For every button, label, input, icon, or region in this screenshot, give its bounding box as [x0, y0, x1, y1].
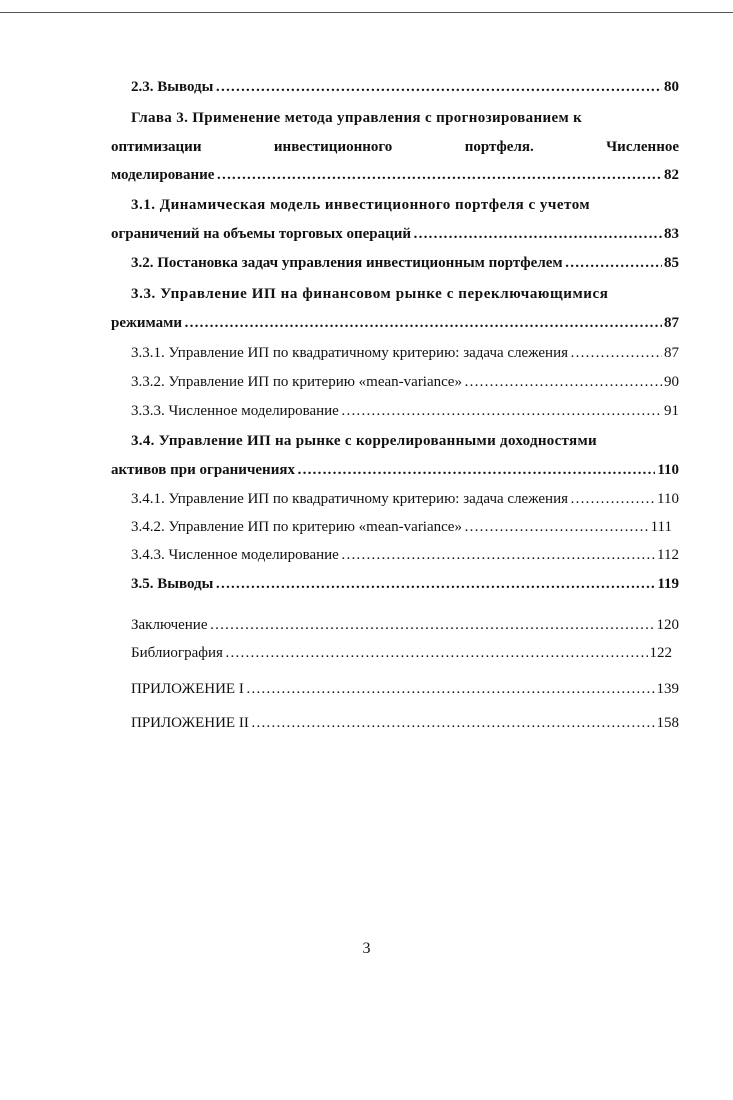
toc-leader [297, 460, 655, 480]
toc-entry-bibliography[interactable] [131, 643, 672, 663]
toc-entry-appendix-2[interactable] [131, 713, 679, 733]
toc-entry-title: 3.4. Управление ИП на рынке с коррелированными доходностями [131, 433, 597, 449]
toc-leader [570, 343, 662, 363]
page-number: 3 [362, 940, 371, 957]
toc-leader [570, 489, 655, 509]
toc-leader [225, 643, 648, 663]
toc-leader [215, 77, 662, 97]
toc-word: Численное [606, 139, 679, 155]
toc-entry-3-4-line1[interactable] [131, 431, 679, 451]
toc-word: инвестиционного [273, 139, 393, 155]
toc-entry-title: Глава 3. Применение метода управления с прогнозированием к [131, 110, 583, 126]
toc-page-number: 80 [664, 79, 679, 95]
toc-entry-3-3-3[interactable] [131, 401, 679, 421]
toc-entry-title: 3.3.3. Численное моделирование [131, 403, 339, 419]
toc-entry-title: 2.3. Выводы [131, 79, 214, 95]
toc-entry-3-3-1[interactable] [131, 343, 679, 363]
toc-entry-3-5[interactable] [131, 574, 679, 594]
toc-leader [565, 253, 662, 273]
toc-entry-title: ПРИЛОЖЕНИЕ I [131, 681, 244, 697]
toc-entry-title: 3.3.1. Управление ИП по квадратичному критерию: задача слежения [131, 345, 568, 361]
toc-word: портфеля. [464, 139, 534, 155]
toc-leader [413, 224, 662, 244]
toc-entry-title: 3.3.2. Управление ИП по критерию «mean-variance» [131, 374, 462, 390]
toc-leader [341, 545, 655, 565]
toc-entry-3-3-line2[interactable] [111, 313, 679, 333]
toc-page-number: 91 [664, 403, 679, 419]
toc-leader [216, 165, 662, 185]
toc-page-number: 90 [664, 374, 679, 390]
toc-entry-title: 3.3. Управление ИП на финансовом рынке с переключающимися [131, 286, 609, 302]
toc-leader [341, 401, 662, 421]
toc-entry-2-3[interactable] [131, 77, 679, 97]
toc-entry-appendix-1[interactable] [131, 679, 679, 699]
toc-page-number: 139 [656, 681, 679, 697]
toc-leader [184, 313, 662, 333]
toc-entry-title: 3.4.1. Управление ИП по квадратичному критерию: задача слежения [131, 491, 568, 507]
toc-leader [251, 713, 655, 733]
toc-page-number: 83 [664, 226, 679, 242]
toc-entry-title: ограничений на объемы торговых операций [111, 226, 412, 242]
toc-leader [464, 517, 649, 537]
toc-entry-3-3-line1[interactable] [131, 284, 679, 304]
toc-chapter-3-line3[interactable] [111, 165, 679, 185]
toc-page-number: 87 [664, 345, 679, 361]
toc-entry-3-4-line2[interactable] [111, 460, 679, 480]
toc-entry-title: Заключение [131, 617, 208, 633]
toc-page-number: 112 [657, 547, 679, 563]
toc-entry-conclusion[interactable] [131, 615, 679, 635]
toc-entry-3-4-3[interactable] [131, 545, 679, 565]
toc-page-number: 85 [664, 255, 679, 271]
toc-page-number: 110 [657, 491, 679, 507]
toc-page-number: 110 [657, 462, 679, 478]
toc-page-number: 122 [649, 645, 672, 661]
toc-leader [246, 679, 655, 699]
toc-leader [215, 574, 655, 594]
toc-entry-3-4-2[interactable] [131, 517, 672, 537]
toc-entry-title: Библиография [131, 645, 223, 661]
toc-chapter-3-line1[interactable] [131, 108, 679, 128]
toc-page-number: 111 [650, 519, 672, 535]
toc-page-number: 120 [656, 617, 679, 633]
toc-entry-3-1-line2[interactable] [111, 224, 679, 244]
toc-entry-title: активов при ограничениях [111, 462, 295, 478]
toc-leader [464, 372, 662, 392]
toc-entry-3-3-2[interactable] [131, 372, 679, 392]
toc-entry-3-2[interactable] [131, 253, 679, 273]
toc-entry-title: 3.5. Выводы [131, 576, 214, 592]
toc-entry-3-1-line1[interactable] [131, 195, 679, 215]
toc-entry-3-4-1[interactable] [131, 489, 679, 509]
toc-page-number: 87 [664, 315, 679, 331]
toc-chapter-3-line2 [111, 137, 679, 157]
toc-entry-title: ПРИЛОЖЕНИЕ II [131, 715, 249, 731]
toc-entry-title: 3.4.3. Численное моделирование [131, 547, 339, 563]
toc-page-number: 158 [656, 715, 679, 731]
toc-entry-title: моделирование [111, 167, 215, 183]
toc-page-number: 82 [664, 167, 679, 183]
toc-entry-title: 3.1. Динамическая модель инвестиционного портфеля с учетом [131, 197, 591, 213]
toc-entry-title: 3.4.2. Управление ИП по критерию «mean-variance» [131, 519, 462, 535]
toc-word: оптимизации [111, 139, 202, 155]
toc-page-number: 119 [657, 576, 679, 592]
toc-entry-title: режимами [111, 315, 182, 331]
toc-leader [210, 615, 655, 635]
toc-entry-title: 3.2. Постановка задач управления инвестиционным портфелем [131, 255, 563, 271]
